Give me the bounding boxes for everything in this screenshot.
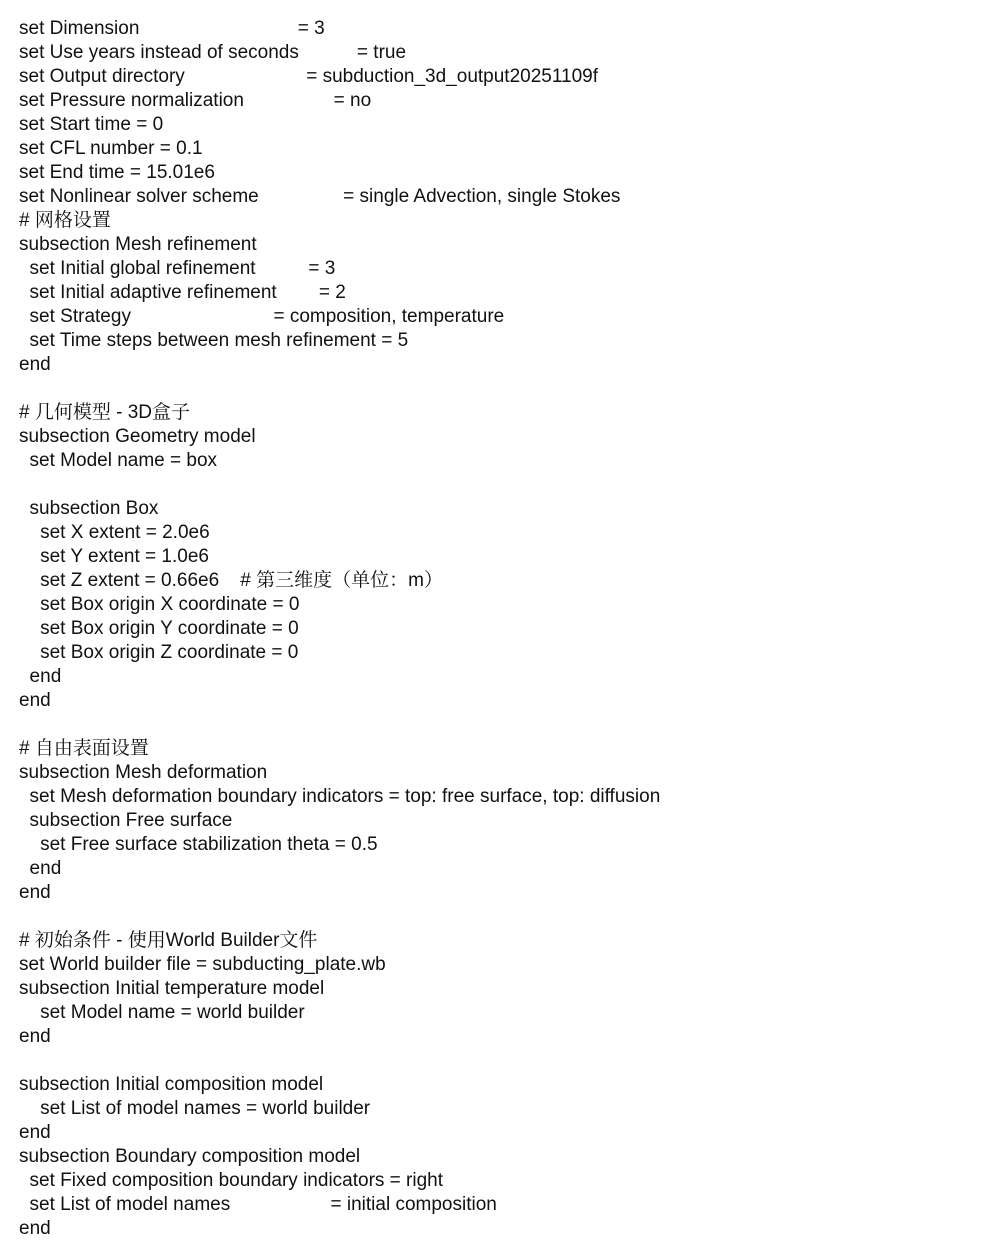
text-line: set Dimension = 3 [19, 18, 325, 39]
text-line: end [19, 690, 51, 711]
text-line: subsection Initial temperature model [19, 978, 325, 999]
text-line: subsection Box [19, 498, 159, 519]
text-line: set Start time = 0 [19, 114, 164, 135]
text-line [19, 713, 989, 737]
text-line: set Model name = box [19, 450, 218, 471]
text-line: # 几何模型 - 3D盒子 [19, 402, 191, 423]
text-line: end [19, 666, 62, 687]
text-line: subsection Mesh deformation [19, 762, 268, 783]
text-line: set CFL number = 0.1 [19, 138, 203, 159]
text-line: set End time = 15.01e6 [19, 162, 215, 183]
text-line: set Box origin Y coordinate = 0 [19, 618, 299, 639]
text-line: set Model name = world builder [19, 1002, 305, 1023]
text-line: set Y extent = 1.0e6 [19, 546, 209, 567]
text-line [19, 473, 989, 497]
text-line: set Use years instead of seconds = true [19, 42, 407, 63]
text-line [19, 377, 989, 401]
text-line: end [19, 1122, 51, 1143]
text-line [19, 905, 989, 929]
text-line: end [19, 1026, 51, 1047]
text-line: set Strategy = composition, temperature [19, 306, 505, 327]
text-line: set Nonlinear solver scheme = single Advection, single Stokes [19, 186, 621, 207]
text-line: end [19, 858, 62, 879]
text-line: set Mesh deformation boundary indicators = top: free surface, top: diffusion [19, 786, 661, 807]
text-line: set Z extent = 0.66e6 # 第三维度（单位：m） [19, 570, 443, 591]
text-line: set Initial global refinement = 3 [19, 258, 336, 279]
text-line: subsection Geometry model [19, 426, 256, 447]
text-line [19, 1049, 989, 1073]
text-line: set Box origin Z coordinate = 0 [19, 642, 299, 663]
text-line: # 自由表面设置 [19, 738, 149, 759]
text-line: set Time steps between mesh refinement = 5 [19, 330, 409, 351]
parameter-file-text [19, 17, 989, 1241]
text-line: set List of model names = world builder [19, 1098, 371, 1119]
text-line: subsection Initial composition model [19, 1074, 324, 1095]
text-line: set Free surface stabilization theta = 0.5 [19, 834, 378, 855]
text-line: subsection Free surface [19, 810, 233, 831]
text-line: set Fixed composition boundary indicators = right [19, 1170, 444, 1191]
text-line: set X extent = 2.0e6 [19, 522, 210, 543]
text-line: set World builder file = subducting_plate.wb [19, 954, 386, 975]
text-line: set Box origin X coordinate = 0 [19, 594, 300, 615]
text-line: # 初始条件 - 使用World Builder文件 [19, 930, 318, 951]
text-line: # 网格设置 [19, 210, 111, 231]
text-line: set Initial adaptive refinement = 2 [19, 282, 346, 303]
text-line: end [19, 882, 51, 903]
text-line: end [19, 1218, 51, 1239]
text-line: set List of model names = initial composition [19, 1194, 497, 1215]
text-line: subsection Mesh refinement [19, 234, 257, 255]
text-line: set Pressure normalization = no [19, 90, 372, 111]
text-line: set Output directory = subduction_3d_output20251109f [19, 66, 598, 87]
text-line: end [19, 354, 51, 375]
text-line: subsection Boundary composition model [19, 1146, 361, 1167]
